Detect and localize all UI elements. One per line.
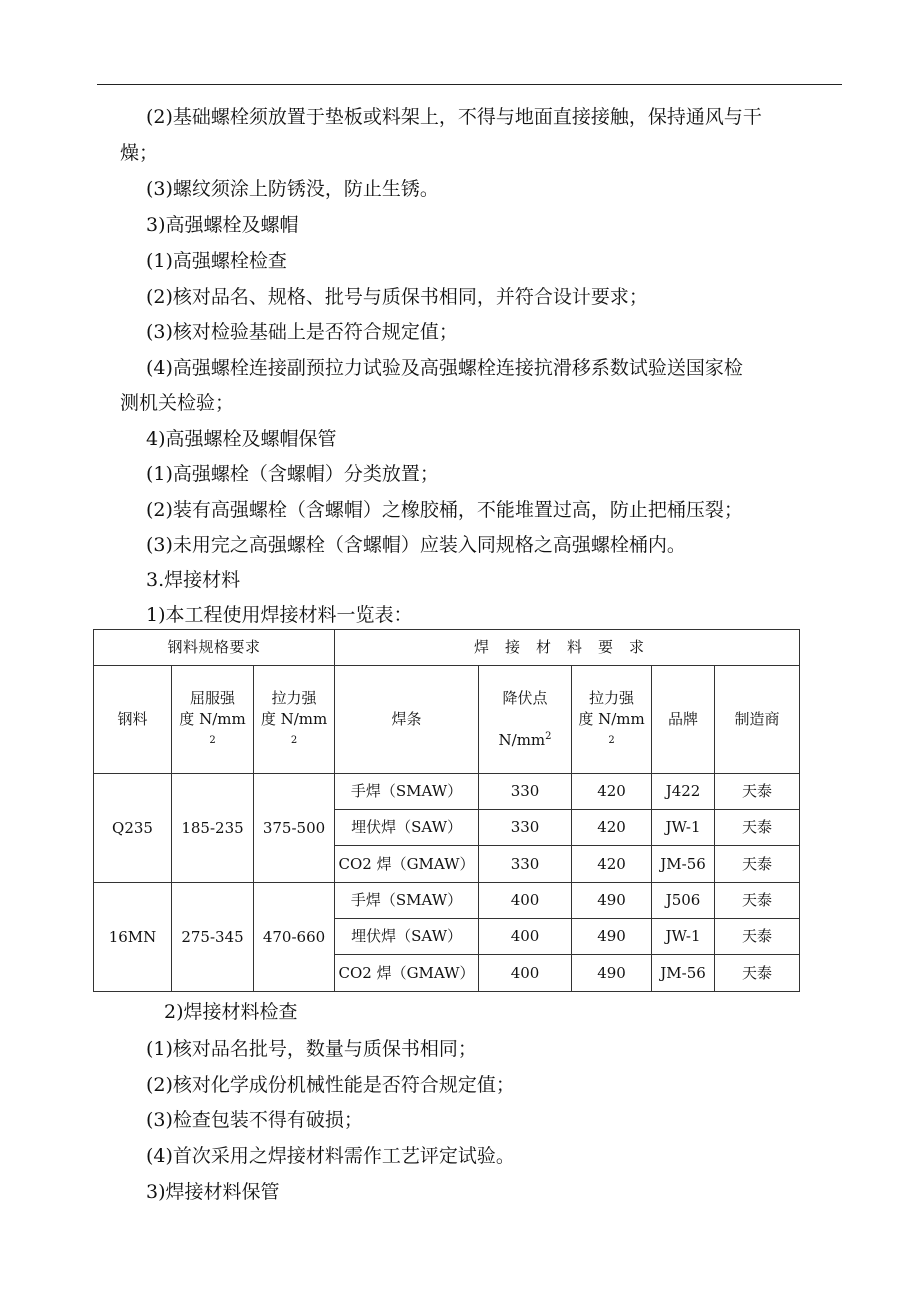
text-line: (2)基础螺栓须放置于垫板或料架上，不得与地面直接接触，保持通风与干 xyxy=(146,106,762,128)
col-header-yield-point-b: N/mm xyxy=(498,731,546,749)
text-line: (3)螺纹须涂上防锈没，防止生锈。 xyxy=(146,178,439,200)
cell-steel: Q235 xyxy=(94,774,172,883)
text-line: (1)高强螺栓检查 xyxy=(146,250,287,272)
text-line: (2)核对化学成份机械性能是否符合规定值； xyxy=(146,1074,515,1096)
cell-yield: 185-235 xyxy=(172,774,254,883)
col-header-weld-tensile xyxy=(572,666,652,774)
cell-electrode: 手焊（SMAW） xyxy=(335,774,479,810)
cell-yield-point: 330 xyxy=(479,774,572,810)
welding-materials-table xyxy=(93,629,800,992)
cell-steel: 16MN xyxy=(94,883,172,992)
table-row xyxy=(94,883,800,919)
text-line: (3)检查包装不得有破损； xyxy=(146,1109,363,1131)
cell-maker: 天泰 xyxy=(715,955,800,992)
cell-yield: 275-345 xyxy=(172,883,254,992)
cell-electrode: 埋伏焊（SAW） xyxy=(335,810,479,846)
col-header-brand: 品牌 xyxy=(652,666,715,774)
text-line: 燥； xyxy=(120,142,159,164)
header-weld-spec: 焊接材料要求 xyxy=(335,630,800,666)
cell-brand: JW-1 xyxy=(652,810,715,846)
cell-brand: J422 xyxy=(652,774,715,810)
col-header-yield-a: 屈服强 xyxy=(189,688,235,707)
text-line: (4)首次采用之焊接材料需作工艺评定试验。 xyxy=(146,1145,515,1167)
col-header-yield-b: 度 N/mm xyxy=(179,709,246,728)
col-header-electrode: 焊条 xyxy=(335,666,479,774)
cell-electrode: CO2 焊（GMAW） xyxy=(335,846,479,883)
header-rule xyxy=(97,84,842,85)
text-line: (1)高强螺栓（含螺帽）分类放置； xyxy=(146,463,439,485)
cell-brand: JM-56 xyxy=(652,846,715,883)
cell-weld-tensile: 420 xyxy=(572,774,652,810)
cell-maker: 天泰 xyxy=(715,883,800,919)
col-header-weld-tensile-c: 2 xyxy=(608,734,615,746)
cell-weld-tensile: 420 xyxy=(572,810,652,846)
cell-electrode: CO2 焊（GMAW） xyxy=(335,955,479,992)
header-steel-spec: 钢料规格要求 xyxy=(94,630,335,666)
section-heading: 4)高强螺栓及螺帽保管 xyxy=(146,428,337,450)
col-header-yield-point-a: 降伏点 xyxy=(502,689,548,707)
section-heading: 3.焊接材料 xyxy=(146,569,241,591)
cell-yield-point: 330 xyxy=(479,810,572,846)
text-line: (4)高强螺栓连接副预拉力试验及高强螺栓连接抗滑移系数试验送国家检 xyxy=(146,357,743,379)
col-header-tensile-c: 2 xyxy=(290,734,298,746)
col-header-tensile-b: 度 N/mm xyxy=(260,709,328,728)
col-header-tensile-a: 拉力强 xyxy=(271,688,317,707)
text-line: 测机关检验； xyxy=(120,392,235,414)
col-header-weld-tensile-b: 度 N/mm xyxy=(578,709,645,728)
cell-maker: 天泰 xyxy=(715,774,800,810)
cell-brand: JM-56 xyxy=(652,955,715,992)
cell-brand: J506 xyxy=(652,883,715,919)
cell-brand: JW-1 xyxy=(652,919,715,955)
section-heading: 2)焊接材料检查 xyxy=(164,1001,298,1023)
cell-weld-tensile: 490 xyxy=(572,955,652,992)
cell-yield-point: 330 xyxy=(479,846,572,883)
cell-yield-point: 400 xyxy=(479,883,572,919)
col-header-maker: 制造商 xyxy=(715,666,800,774)
text-line: (1)核对品名批号，数量与质保书相同； xyxy=(146,1038,477,1060)
cell-weld-tensile: 490 xyxy=(572,919,652,955)
col-header-yield xyxy=(172,666,254,774)
cell-electrode: 手焊（SMAW） xyxy=(335,883,479,919)
col-header-yield-c: 2 xyxy=(209,734,216,746)
cell-maker: 天泰 xyxy=(715,810,800,846)
cell-maker: 天泰 xyxy=(715,919,800,955)
cell-tensile: 375-500 xyxy=(254,774,335,883)
cell-weld-tensile: 490 xyxy=(572,883,652,919)
cell-tensile: 470-660 xyxy=(254,883,335,992)
cell-yield-point: 400 xyxy=(479,955,572,992)
section-heading: 3)焊接材料保管 xyxy=(146,1181,280,1203)
cell-yield-point: 400 xyxy=(479,919,572,955)
col-header-yield-point xyxy=(479,666,572,774)
text-line: 1)本工程使用焊接材料一览表： xyxy=(146,604,413,626)
cell-electrode: 埋伏焊（SAW） xyxy=(335,919,479,955)
text-line: (3)未用完之高强螺栓（含螺帽）应装入同规格之高强螺栓桶内。 xyxy=(146,534,686,556)
cell-maker: 天泰 xyxy=(715,846,800,883)
col-header-weld-tensile-a: 拉力强 xyxy=(589,688,635,707)
cell-weld-tensile: 420 xyxy=(572,846,652,883)
col-header-yield-point-c: 2 xyxy=(545,731,552,742)
col-header-steel: 钢料 xyxy=(94,666,172,774)
table-row xyxy=(94,774,800,810)
text-line: (2)核对品名、规格、批号与质保书相同，并符合设计要求； xyxy=(146,286,648,308)
text-line: (2)装有高强螺栓（含螺帽）之橡胶桶，不能堆置过高，防止把桶压裂； xyxy=(146,499,743,521)
text-line: (3)核对检验基础上是否符合规定值； xyxy=(146,321,458,343)
col-header-tensile xyxy=(254,666,335,774)
section-heading: 3)高强螺栓及螺帽 xyxy=(146,214,299,236)
